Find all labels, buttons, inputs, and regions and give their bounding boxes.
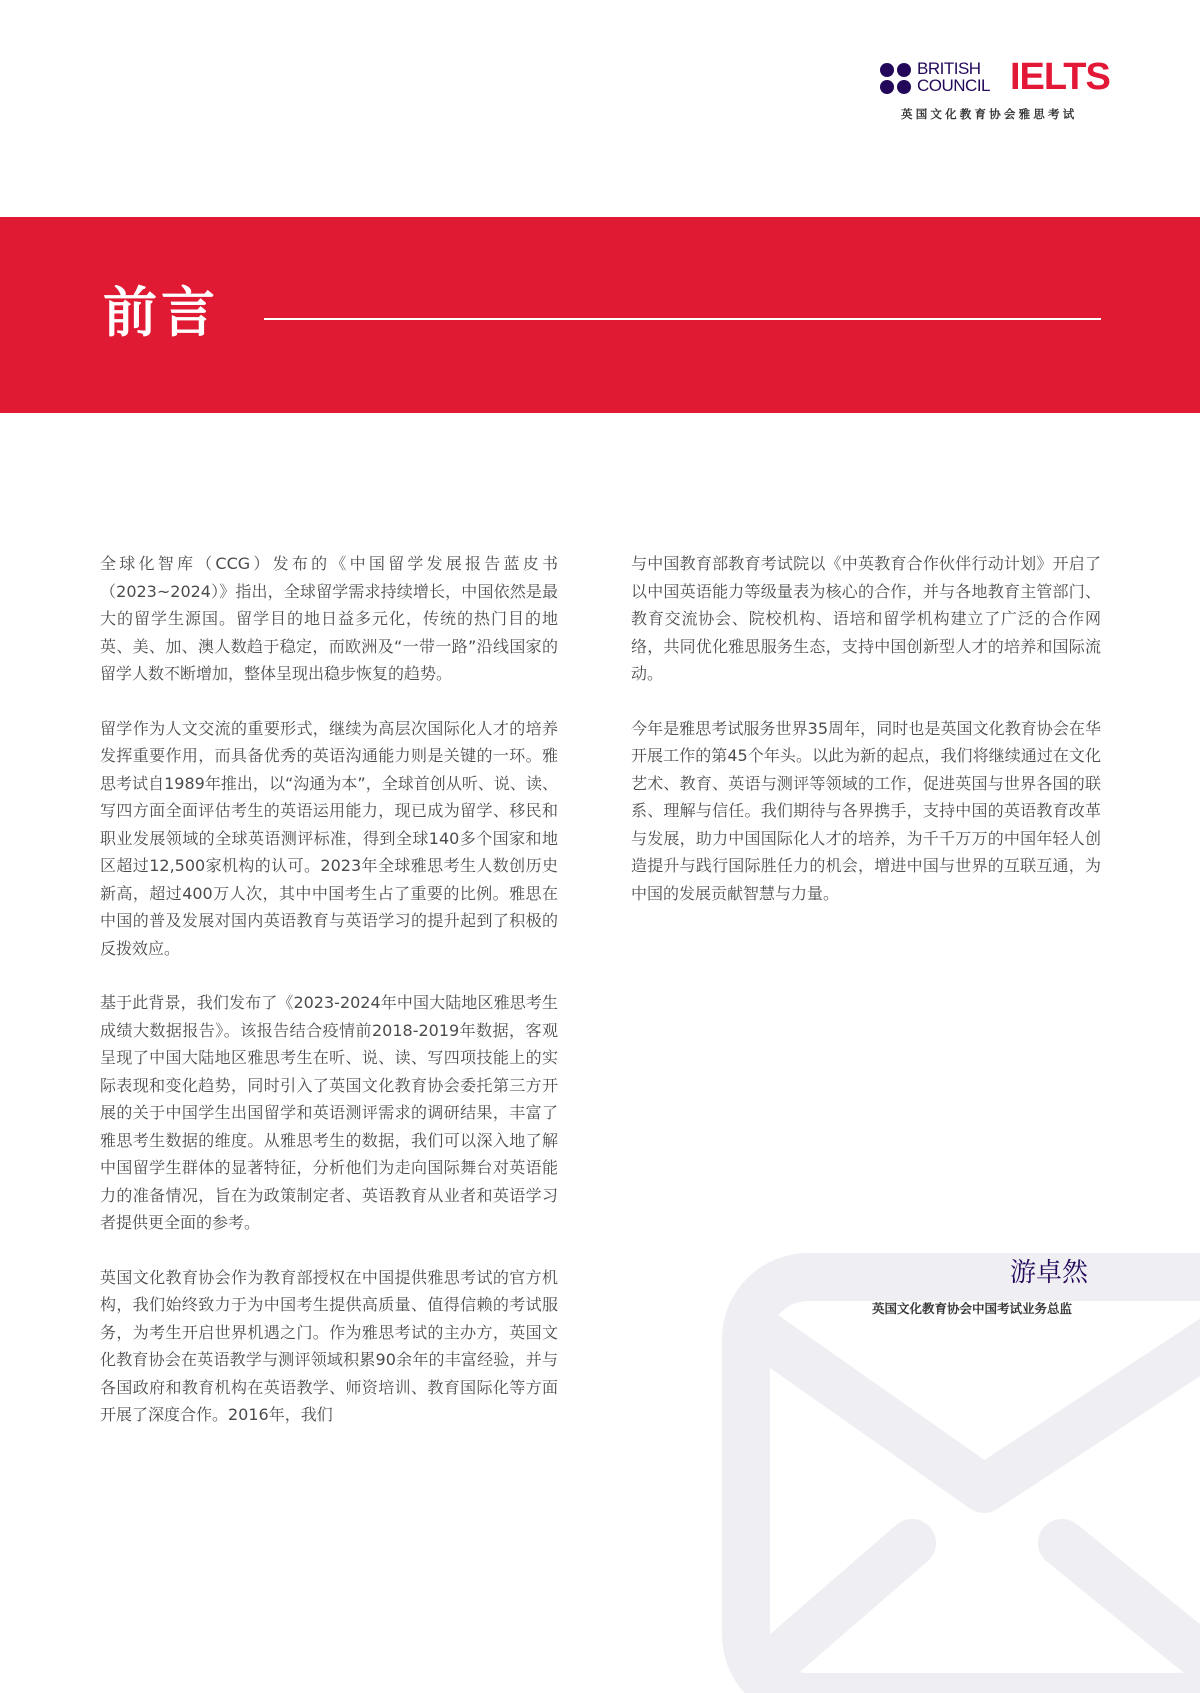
envelope-icon [722, 1253, 1200, 1693]
banner-divider [264, 318, 1101, 320]
org-line-1: BRITISH [917, 59, 981, 78]
british-council-wordmark [917, 60, 990, 94]
signature-name: 游卓然 [1010, 1258, 1089, 1288]
british-council-dots-icon [880, 63, 912, 95]
signature-title: 英国文化教育协会中国考试业务总监 [872, 1301, 1073, 1316]
right-column [631, 550, 1101, 934]
paragraph: 全球化智库（CCG）发布的《中国留学发展报告蓝皮书（2023~2024）》指出，全球留学需求持续增长，中国依然是最大的留学生源国。留学目的地日益多元化，传统的热门目的地英、美、加、澳人数趋于稳定，而欧洲及“一带一路”沿线国家的留学人数不断增加，整体呈现出稳步恢复的趋势。 [100, 554, 558, 683]
paragraph: 与中国教育部教育考试院以《中英教育合作伙伴行动计划》开启了以中国英语能力等级量表为核心的合作，并与各地教育主管部门、教育交流协会、院校机构、语培和留学机构建立了广泛的合作网络，共同优化雅思服务生态，支持中国创新型人才的培养和国际流动。 [631, 554, 1101, 683]
title-banner [0, 217, 1200, 413]
org-line-2: COUNCIL [917, 76, 991, 95]
logo-caption: 英国文化教育协会雅思考试 [901, 107, 1078, 121]
paragraph: 英国文化教育协会作为教育部授权在中国提供雅思考试的官方机构，我们始终致力于为中国考生提供高质量、值得信赖的考试服务，为考生开启世界机遇之门。作为雅思考试的主办方，英国文化教育协会在英语教学与测评领域积累90余年的丰富经验，并与各国政府和教育机构在英语教学、师资培训、教育国际化等方面开展了深度合作。2016年，我们 [100, 1267, 558, 1424]
ielts-logo: IELTS [1010, 56, 1110, 98]
paragraph: 基于此背景，我们发布了《2023-2024年中国大陆地区雅思考生成绩大数据报告》。该报告结合疫情前2018-2019年数据，客观呈现了中国大陆地区雅思考生在听、说、读、写四项技能上的实际表现和变化趋势，同时引入了英国文化教育协会委托第三方开展的关于中国学生出国留学和英语测评需求的调研结果，丰富了雅思考生数据的维度。从雅思考生的数据，我们可以深入地了解中国留学生群体的显著特征，分析他们为走向国际舞台对英语能力的准备情况，旨在为政策制定者、英语教育从业者和英语学习者提供更全面的参考。 [100, 993, 558, 1232]
paragraph: 留学作为人文交流的重要形式，继续为高层次国际化人才的培养发挥重要作用，而具备优秀的英语沟通能力则是关键的一环。雅思考试自1989年推出，以“沟通为本”，全球首创从听、说、读、写四方面全面评估考生的英语运用能力，现已成为留学、移民和职业发展领域的全球英语测评标准，得到全球140多个国家和地区超过12,500家机构的认可。2023年全球雅思考生人数创历史新高，超过400万人次，其中中国考生占了重要的比例。雅思在中国的普及发展对国内英语教育与英语学习的提升起到了积极的反拨效应。 [100, 718, 558, 958]
logo-block [880, 56, 1112, 126]
paragraph: 今年是雅思考试服务世界35周年，同时也是英国文化教育协会在华开展工作的第45个年头。以此为新的起点，我们将继续通过在文化艺术、教育、英语与测评等领域的工作，促进英国与世界各国的联系、理解与信任。我们期待与各界携手，支持中国的英语教育改革与发展，助力中国国际化人才的培养，为千千万万的中国年轻人创造提升与践行国际胜任力的机会，增进中国与世界的互联互通，为中国的发展贡献智慧与力量。 [631, 718, 1101, 903]
page-title: 前言 [103, 281, 219, 344]
left-column [100, 550, 558, 1456]
